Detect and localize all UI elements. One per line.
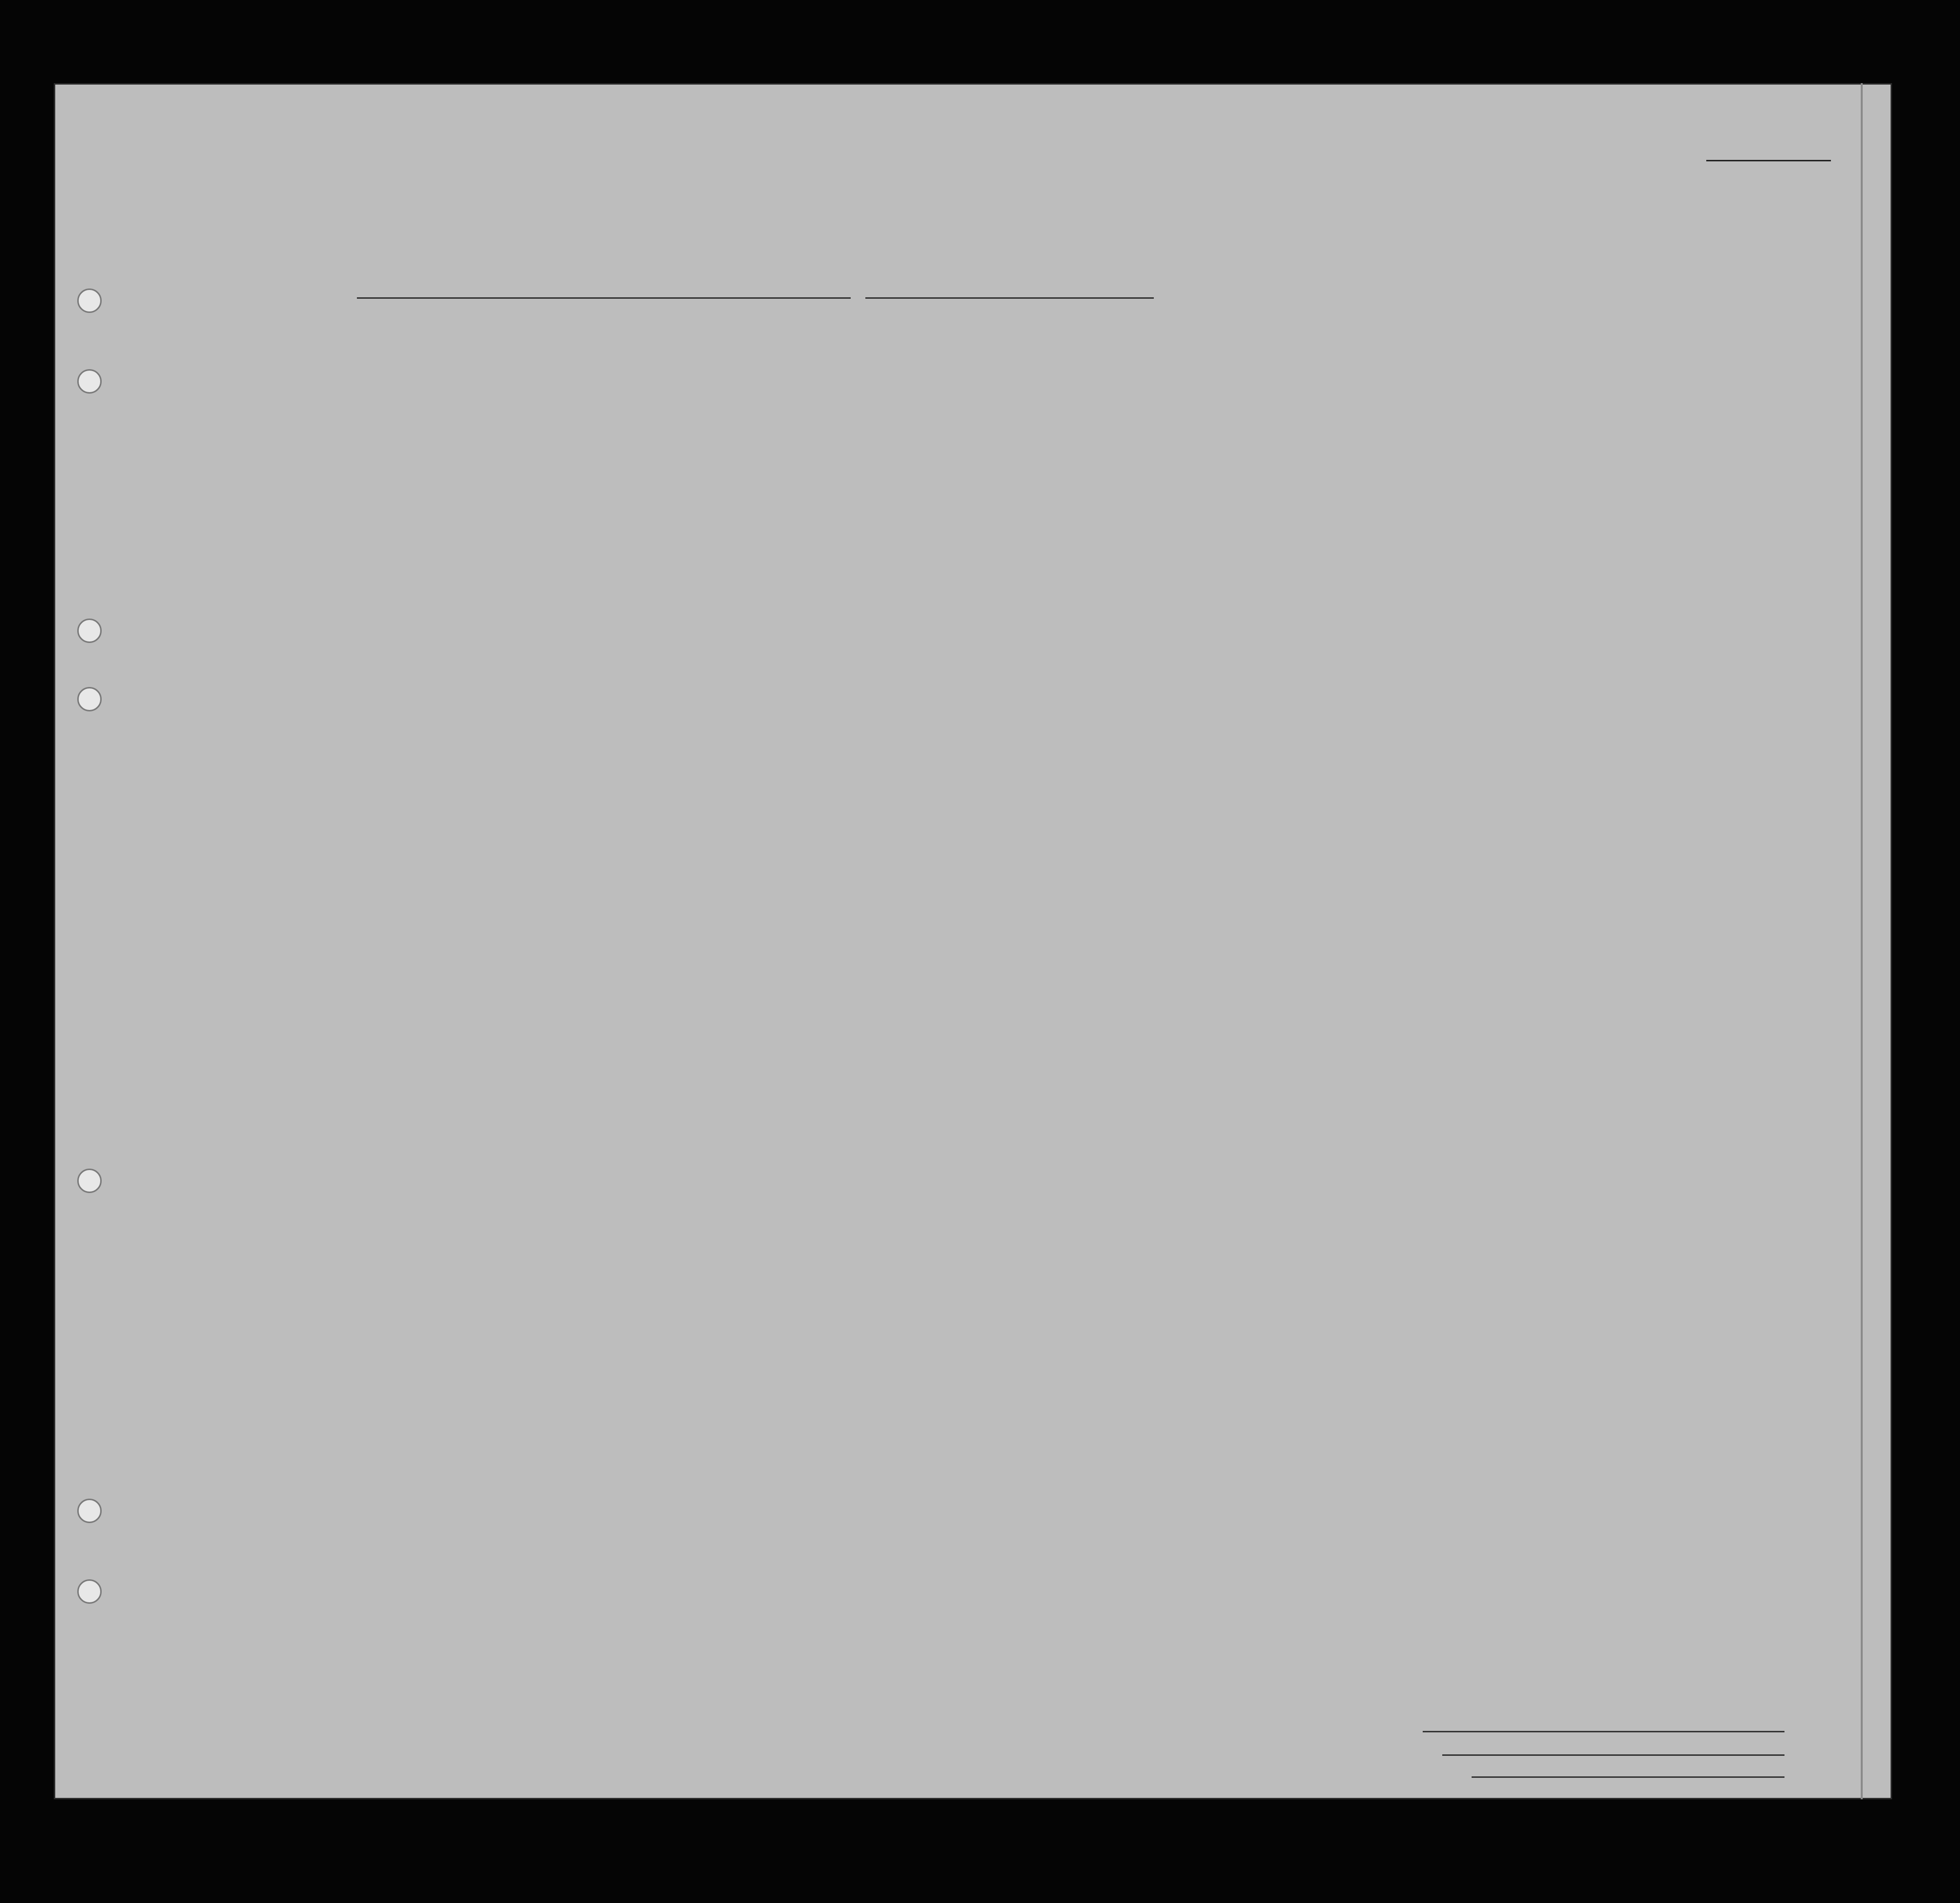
list-underline [1706, 160, 1831, 161]
punch-hole [77, 619, 102, 643]
punch-hole [77, 369, 102, 394]
right-edge-strip [1861, 83, 1863, 1799]
punch-hole [77, 1499, 102, 1523]
punch-hole [77, 1579, 102, 1604]
punch-hole [77, 687, 102, 711]
agents-fill-line [1472, 1776, 1784, 1778]
date-fill-line [865, 297, 1154, 299]
line-fill-line [1423, 1731, 1784, 1732]
owners-fill-line [1442, 1754, 1784, 1756]
punch-hole [77, 1169, 102, 1193]
punch-hole [77, 288, 102, 313]
manifest-sheet [54, 83, 1892, 1799]
port-fill-line [357, 297, 851, 299]
